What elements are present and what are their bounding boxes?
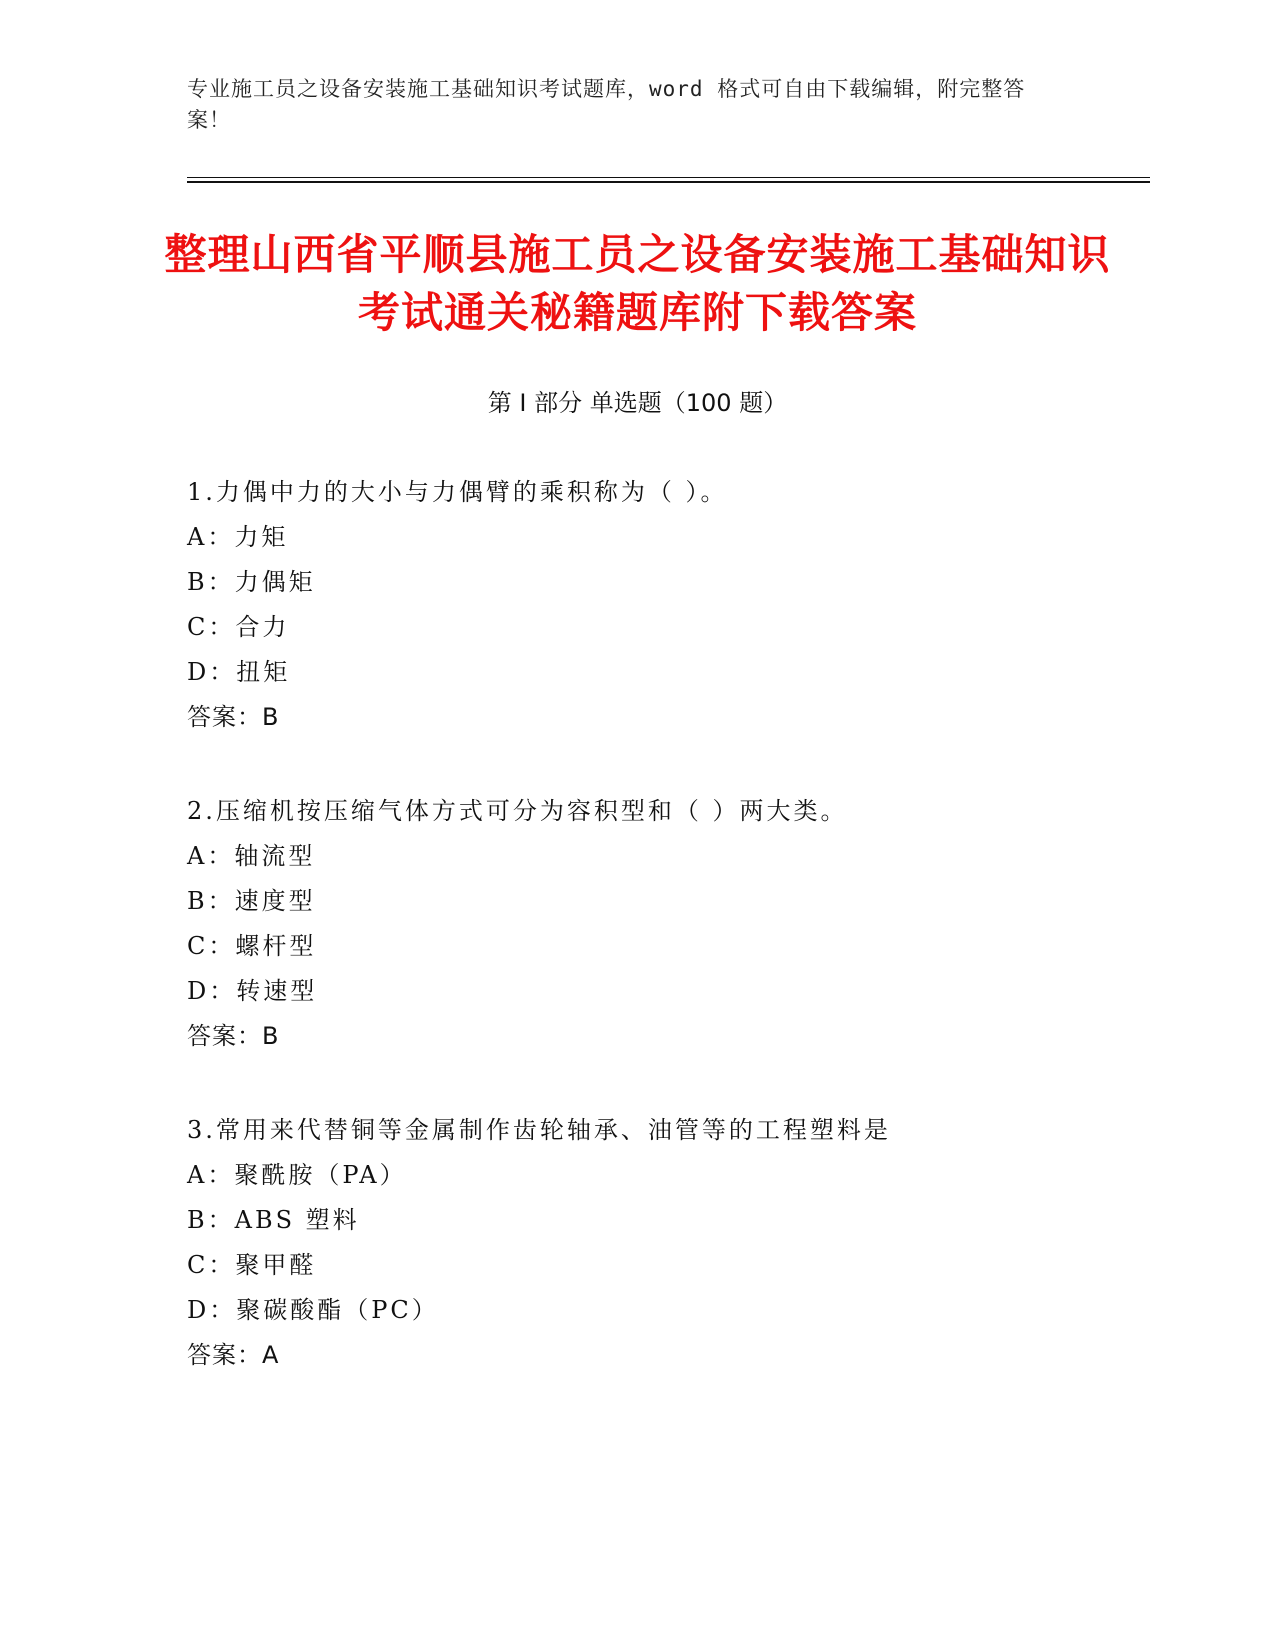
answer-line: 答案：B [187, 1022, 280, 1050]
question-stem: 3.常用来代替铜等金属制作齿轮轴承、油管等的工程塑料是 [187, 1116, 891, 1144]
answer-line: 答案：B [187, 703, 280, 731]
option-c: C：合力 [187, 613, 290, 641]
option-b: B：速度型 [187, 887, 316, 915]
answer-line: 答案：A [187, 1341, 280, 1369]
option-c: C：聚甲醛 [187, 1251, 317, 1279]
option-a: A：聚酰胺（PA） [187, 1161, 407, 1189]
option-d: D：转速型 [187, 977, 318, 1005]
question-block [187, 470, 1147, 740]
option-a: A：力矩 [187, 523, 289, 551]
option-a: A：轴流型 [187, 842, 316, 870]
option-d: D：聚碳酸酯（PC） [187, 1296, 439, 1324]
option-c: C：螺杆型 [187, 932, 317, 960]
question-block [187, 1108, 1147, 1378]
header-divider-thick [187, 181, 1150, 183]
question-stem: 1.力偶中力的大小与力偶臂的乘积称为（ ）。 [187, 478, 728, 506]
header-divider-thin [187, 177, 1150, 178]
question-block [187, 789, 1147, 1059]
question-stem: 2.压缩机按压缩气体方式可分为容积型和（ ）两大类。 [187, 797, 848, 825]
header-note: 专业施工员之设备安装施工基础知识考试题库，word 格式可自由下载编辑，附完整答案！ [187, 77, 1026, 132]
option-b: B：力偶矩 [187, 568, 316, 596]
document-title: 整理山西省平顺县施工员之设备安装施工基础知识考试通关秘籍题库附下载答案 [164, 230, 1111, 337]
option-d: D：扭矩 [187, 658, 291, 686]
option-b: B：ABS 塑料 [187, 1206, 360, 1234]
section-heading: 第 I 部分 单选题（100 题） [487, 389, 788, 417]
